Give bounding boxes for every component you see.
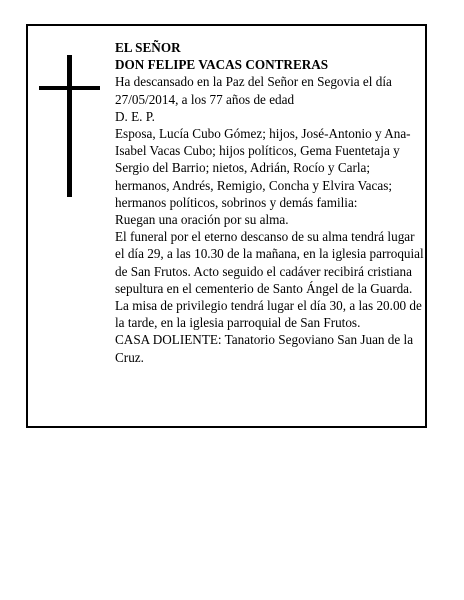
obituary-notice (26, 24, 427, 428)
rip-text: D. E. P. (115, 108, 155, 124)
heading: EL SEÑOR (115, 40, 181, 55)
deceased-name: DON FELIPE VACAS CONTRERAS (115, 57, 329, 73)
cross-icon (67, 55, 72, 197)
obituary-text (115, 39, 427, 366)
funeral-home: CASA DOLIENTE: Tanatorio Segoviano San Juan de la Cruz. (115, 332, 414, 365)
death-statement: Ha descansado en la Paz del Señor en Segovia el día 27/05/2014, a los 77 años de edad (115, 74, 392, 107)
cross-icon-bar (39, 86, 100, 90)
funeral-details: El funeral por el eterno descanso de su alma tendrá lugar el día 29, a las 10.30 de la mañana, en la iglesia parroquial de San Frutos. Acto seguido el cadáver recibirá cristiana sepultura en el cementerio de Santo Ángel de la Guarda. La misa de privilegio tendrá lugar el día 30, a las 20.00 de la tarde, en la iglesia parroquial de San Frutos. (115, 229, 424, 331)
family-list: Esposa, Lucía Cubo Gómez; hijos, José-Antonio y Ana-Isabel Vacas Cubo; hijos políticos, Gema Fuentetaja y Sergio del Barrio; nietos, Adrián, Rocío y Carla; hermanos, Andrés, Remigio, Concha y Elvira Vacas; hermanos políticos, sobrinos y demás familia: (115, 126, 411, 210)
prayer-request: Ruegan una oración por su alma. (115, 212, 289, 228)
